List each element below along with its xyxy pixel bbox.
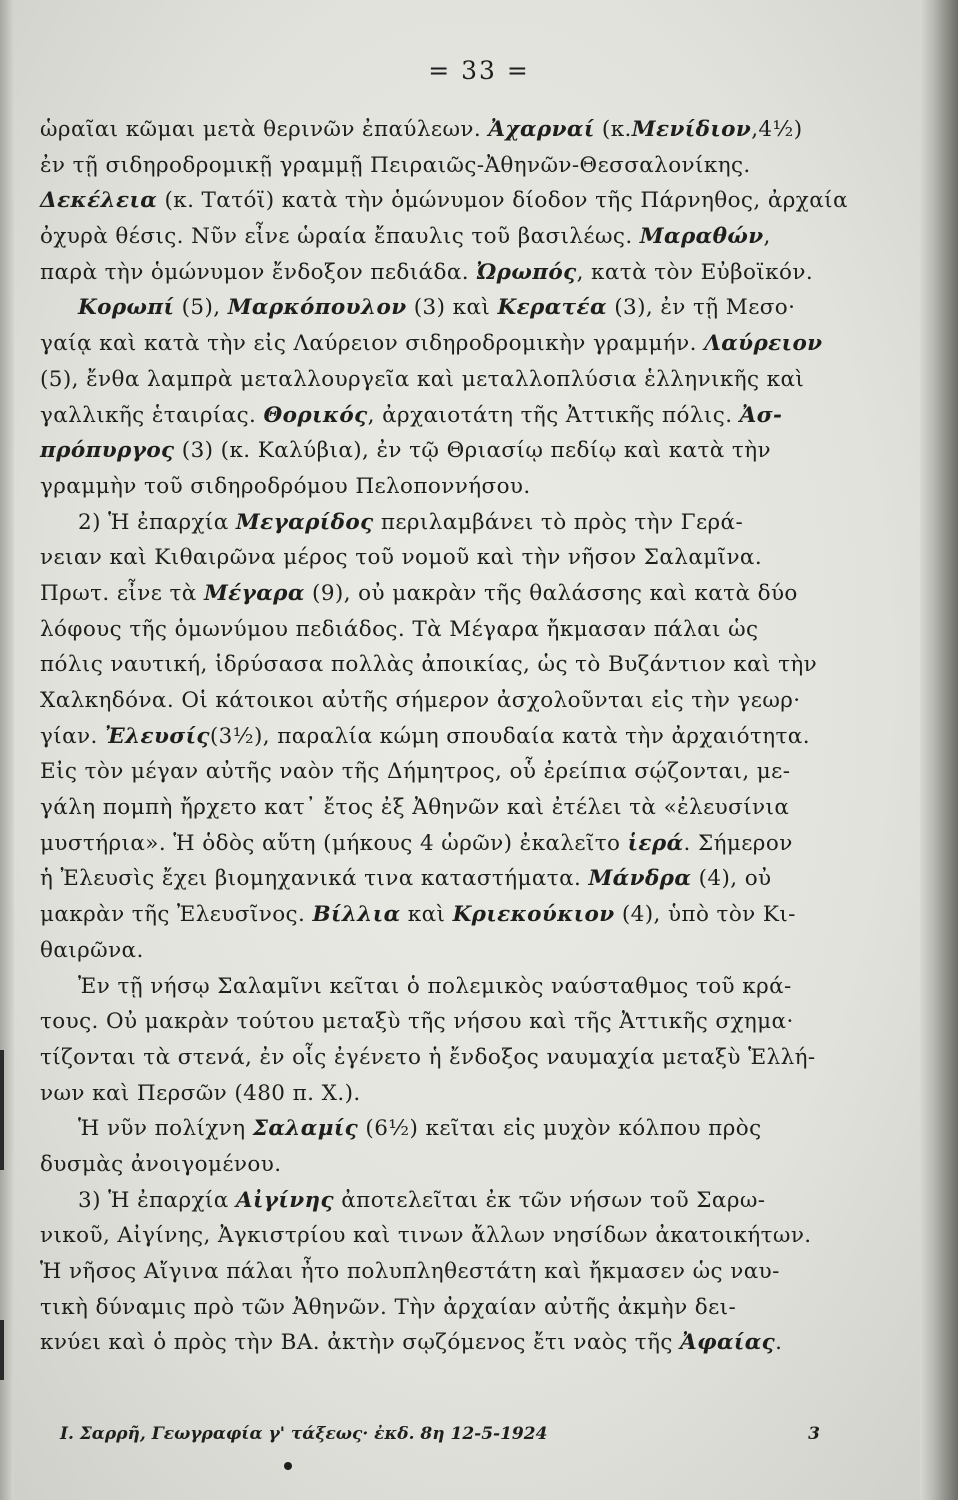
text-line (40, 290, 830, 326)
highlighted-term: Μενίδιον (631, 117, 752, 142)
highlighted-term: Βίλλια (312, 902, 401, 928)
text-segment: θαιρῶνα. (40, 937, 144, 963)
highlighted-term: Ἐλευσίς (104, 723, 210, 749)
text-segment: (3) (κ. Καλύβια), ἐν τῷ Θριασίῳ πεδίῳ καὶ κατὰ τὴν (174, 438, 771, 464)
footer-citation: Ι. Σαρρῆ, Γεωγραφία γ' τάξεως· ἐκδ. 8η 12-5-1924 (60, 1424, 548, 1444)
text-line (40, 505, 830, 541)
text-segment: τους. Οὐ μακρὰν τούτου μεταξὺ τῆς νήσου καὶ τῆς Ἀττικῆς σχημα· (40, 1009, 794, 1035)
footer-dot (284, 1462, 292, 1470)
highlighted-term: Λαύρειον (704, 331, 823, 357)
text-segment: ὀχυρὰ θέσις. Νῦν εἶνε ὡραία ἔπαυλις τοῦ βασιλέως. (40, 224, 640, 250)
highlighted-term: Μαρκόπουλον (227, 295, 407, 321)
text-line (40, 1040, 830, 1076)
book-binding-edge (920, 0, 958, 1500)
text-line (40, 1076, 830, 1112)
text-line (40, 112, 830, 148)
text-line (40, 469, 830, 505)
text-segment: κνύει καὶ ὁ πρὸς τὴν ΒΑ. ἀκτὴν σῳζόμενος ἔτι ναὸς τῆς (40, 1330, 681, 1356)
text-line (40, 897, 830, 933)
text-line (40, 576, 830, 612)
text-line (40, 861, 830, 897)
text-line (40, 326, 830, 362)
text-segment: λόφους τῆς ὁμωνύμου πεδιάδος. Τὰ Μέγαρα ἤκμασαν πάλαι ὡς (40, 616, 759, 642)
text-line (40, 1111, 830, 1147)
text-line (40, 1254, 830, 1290)
text-line (40, 969, 830, 1005)
highlighted-term: Ὠρωπός (476, 259, 577, 285)
text-segment: νων καὶ Περσῶν (480 π. Χ.). (40, 1080, 361, 1106)
text-line (40, 683, 830, 719)
body-text (40, 112, 848, 1361)
text-segment: (3) καὶ (406, 295, 498, 321)
text-segment: δυσμὰς ἀνοιγομένου. (40, 1151, 282, 1177)
page-footer (60, 1424, 820, 1444)
highlighted-term: πρόπυργος (40, 438, 175, 464)
text-segment: (3), ἐν τῇ Μεσο· (606, 295, 796, 321)
text-line (40, 219, 830, 255)
text-segment: περιλαμβάνει τὸ πρὸς τὴν Γερά- (373, 509, 744, 535)
highlighted-term: Σαλαμίς (252, 1116, 359, 1142)
text-segment: μακρὰν τῆς Ἐλευσῖνος. (40, 902, 313, 928)
text-line (40, 540, 830, 576)
text-segment: μυστήρια». Ἡ ὁδὸς αὕτη (μήκους 4 ὡρῶν) ἐκαλεῖτο (40, 830, 628, 856)
highlighted-term: Ἀχαρναί (488, 117, 595, 142)
text-segment: (5), ἔνθα λαμπρὰ μεταλλουργεῖα καὶ μεταλλοπλύσια ἑλληνικῆς καὶ (40, 366, 805, 392)
highlighted-term: Κορωπί (78, 295, 175, 321)
text-line (40, 1183, 830, 1219)
text-segment: ἐν τῇ σιδηροδρομικῇ γραμμῇ Πειραιῶς-Ἀθηνῶν-Θεσσαλονίκης. (40, 152, 751, 178)
text-segment: καὶ (400, 902, 453, 928)
text-segment: παρὰ τὴν ὁμώνυμον ἔνδοξον πεδιάδα. (40, 259, 477, 285)
highlighted-term: Δεκέλεια (40, 188, 158, 214)
highlighted-term: Μάνδρα (588, 866, 692, 892)
text-line (40, 826, 830, 862)
text-line (40, 1004, 830, 1040)
text-line (40, 1218, 830, 1254)
highlighted-term: Μαραθών (639, 224, 764, 250)
highlighted-term: Μέγαρα (203, 580, 305, 606)
text-line (40, 719, 830, 755)
highlighted-term: Ἀσ- (739, 402, 783, 428)
text-segment: Ἡ νῆσος Αἴγινα πάλαι ἦτο πολυπληθεστάτη καὶ ἤκμασεν ὡς ναυ- (40, 1259, 780, 1284)
text-segment: νειαν καὶ Κιθαιρῶνα μέρος τοῦ νομοῦ καὶ τὴν νῆσον Σαλαμῖνα. (40, 545, 763, 571)
highlighted-term: Θορικός (263, 402, 368, 428)
text-line (40, 183, 848, 219)
text-segment: γάλη πομπὴ ἤρχετο κατ᾽ ἔτος ἐξ Ἀθηνῶν καὶ ἐτέλει τὰ «ἐλευσίνια (40, 795, 790, 821)
text-segment: Χαλκηδόνα. Οἱ κάτοικοι αὐτῆς σήμερον ἀσχολοῦνται εἰς τὴν γεωρ· (40, 688, 801, 713)
text-segment: τικὴ δύναμις πρὸ τῶν Ἀθηνῶν. Τὴν ἀρχαίαν αὐτῆς ἀκμὴν δει- (40, 1294, 737, 1320)
page-number: = 33 = (428, 56, 530, 85)
margin-ink-mark (0, 1320, 4, 1380)
text-segment: τίζονται τὰ στενά, ἐν οἷς ἐγένετο ἡ ἔνδοξος ναυμαχία μεταξὺ Ἑλλή- (40, 1044, 816, 1070)
text-segment: Ἡ νῦν πολίχνη (78, 1116, 253, 1142)
text-line (40, 255, 830, 291)
text-segment: ἀποτελεῖται ἐκ τῶν νήσων τοῦ Σαρω- (334, 1187, 766, 1213)
text-segment: . (775, 1330, 783, 1356)
highlighted-term: Μεγαρίδος (235, 509, 374, 535)
text-segment: (6½) κεῖται εἰς μυχὸν κόλπου πρὸς (358, 1116, 762, 1142)
text-segment: Πρωτ. εἶνε τὰ (40, 580, 204, 606)
text-line (40, 1147, 830, 1183)
text-segment: γαλλικῆς ἑταιρίας. (40, 402, 264, 428)
text-segment: ἡ Ἐλευσὶς ἔχει βιομηχανικά τινα καταστήματα. (40, 866, 589, 892)
text-line (40, 1325, 830, 1361)
highlighted-term: Ἀφαίας (680, 1330, 776, 1356)
text-line (40, 1290, 830, 1326)
text-segment: Εἰς τὸν μέγαν αὐτῆς ναὸν τῆς Δήμητρος, οὗ ἐρείπια σῴζονται, με- (40, 759, 791, 785)
text-segment: , κατὰ τὸν Εὐβοϊκόν. (576, 259, 814, 285)
text-line (40, 754, 830, 790)
text-line (40, 362, 830, 398)
text-segment: (κ. Τατόϊ) κατὰ τὴν ὁμώνυμον δίοδον τῆς Πάρνηθος, ἀρχαία (157, 188, 848, 214)
text-segment: πόλις ναυτική, ἱδρύσασα πολλὰς ἀποικίας, ὡς τὸ Βυζάντιον καὶ τὴν (40, 652, 818, 678)
text-segment: Ἐν τῇ νήσῳ Σαλαμῖνι κεῖται ὁ πολεμικὸς ναύσταθμος τοῦ κρά- (78, 973, 792, 999)
highlighted-term: Κερατέα (497, 295, 607, 321)
margin-ink-mark (0, 1050, 4, 1170)
text-segment: (4), οὐ (691, 866, 772, 892)
text-segment: γίαν. (40, 723, 105, 749)
text-segment: ,4½) (751, 117, 803, 142)
text-segment: ὡραῖαι κῶμαι μετὰ θερινῶν ἐπαύλεων. (40, 117, 489, 142)
text-segment: γαίᾳ καὶ κατὰ τὴν εἰς Λαύρειον σιδηροδρομικὴν γραμμήν. (40, 331, 705, 357)
signature-mark: 3 (808, 1424, 820, 1444)
text-line (40, 148, 830, 184)
text-line (40, 612, 830, 648)
text-line (40, 433, 830, 469)
highlighted-term: Κριεκούκιον (452, 902, 615, 928)
text-segment: (κ. (594, 117, 632, 142)
text-segment: , ἀρχαιοτάτη τῆς Ἀττικῆς πόλις. (367, 402, 740, 428)
text-segment: . Σήμερον (683, 830, 793, 856)
text-segment: (9), οὐ μακρὰν τῆς θαλάσσης καὶ κατὰ δύο (304, 580, 798, 606)
page-left-shadow (0, 0, 14, 1500)
text-segment: νικοῦ, Αἰγίνης, Ἀγκιστρίου καὶ τινων ἄλλων νησίδων ἀκατοικήτων. (40, 1223, 812, 1249)
text-line (40, 790, 830, 826)
highlighted-term: ἱερά (627, 830, 684, 856)
text-segment: γραμμὴν τοῦ σιδηροδρόμου Πελοποννήσου. (40, 473, 531, 499)
highlighted-term: Αἰγίνης (235, 1187, 335, 1213)
text-segment: , (763, 224, 771, 250)
text-segment: (3½), παραλία κώμη σπουδαία κατὰ τὴν ἀρχαιότητα. (209, 723, 810, 749)
text-segment: (5), (174, 295, 228, 321)
text-segment: 2) Ἡ ἐπαρχία (78, 509, 236, 535)
text-segment: 3) Ἡ ἐπαρχία (78, 1187, 236, 1213)
text-line (40, 647, 830, 683)
text-line (40, 398, 830, 434)
text-segment: (4), ὑπὸ τὸν Κι- (614, 902, 796, 928)
text-line (40, 933, 830, 969)
